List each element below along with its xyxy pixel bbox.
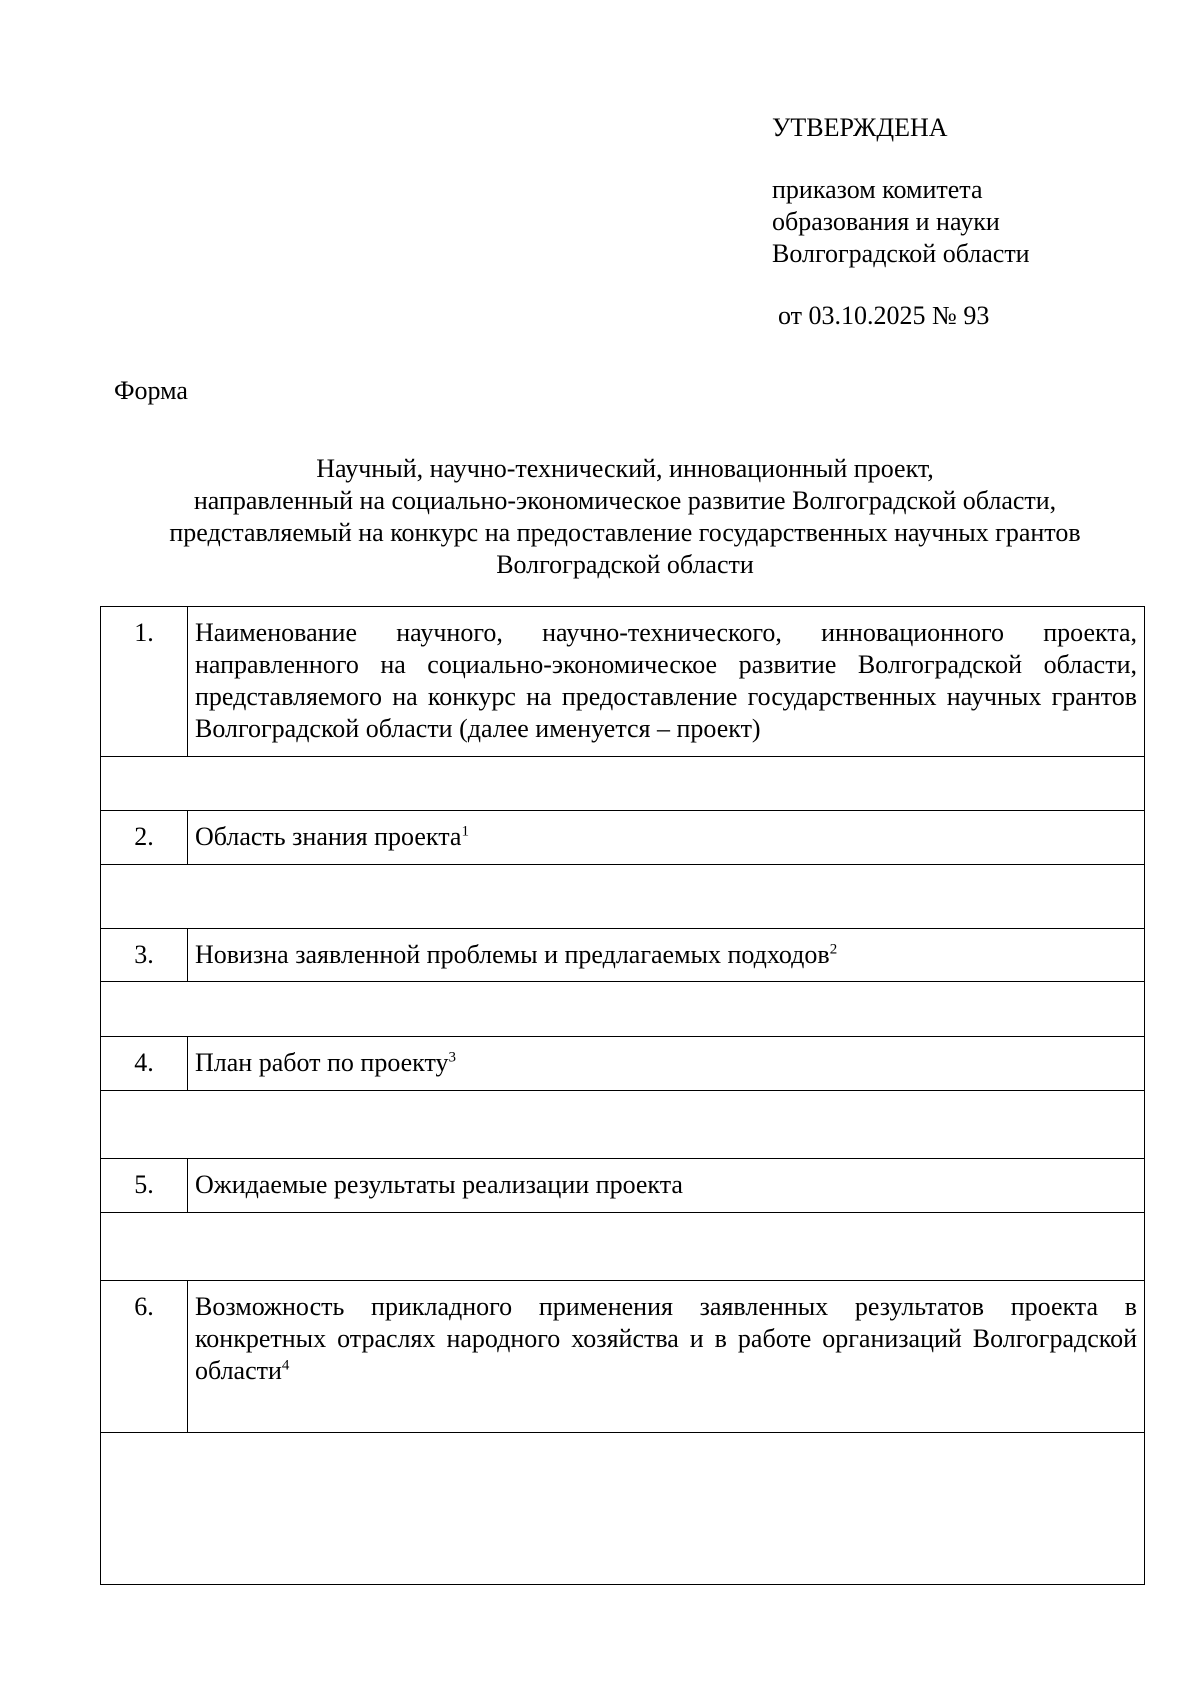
approval-line: образования и науки: [772, 207, 1000, 236]
heading-line: Волгоградской области: [496, 550, 754, 579]
row-number: 1.: [101, 607, 188, 757]
table-row: [101, 1281, 1145, 1433]
footnote-marker: 4: [281, 1357, 290, 1374]
approval-line: приказом комитета: [772, 175, 983, 204]
project-form-table: [100, 606, 1145, 1585]
table-row: [101, 865, 1145, 929]
row-label-text: Область знания проекта: [195, 822, 462, 851]
row-label: [188, 607, 1145, 757]
footnote-marker: 1: [461, 823, 469, 840]
table-row: [101, 1159, 1145, 1213]
answer-field[interactable]: [101, 1091, 1145, 1159]
row-number: 5.: [101, 1159, 188, 1213]
table-row: [101, 607, 1145, 757]
document-heading: [100, 453, 1150, 581]
row-label: [188, 1037, 1145, 1091]
heading-line: представляемый на конкурс на предоставление государственных научных грантов: [169, 518, 1081, 547]
row-label-text: Новизна заявленной проблемы и предлагаемых подходов: [195, 940, 830, 969]
table-row: [101, 811, 1145, 865]
row-label-text: План работ по проекту: [195, 1048, 449, 1077]
table-row: [101, 929, 1145, 982]
row-number: 3.: [101, 929, 188, 982]
row-label-text: Наименование научного, научно-технического, инновационного проекта, направленного на социально-экономическое развитие Волгоградской области, представляемого на конкурс на предоставление государственных научных грантов Волгоградской области (далее именуется – проект): [195, 618, 1137, 743]
row-label: [188, 1159, 1145, 1213]
row-number: 2.: [101, 811, 188, 865]
answer-field[interactable]: [101, 757, 1145, 811]
approval-date: от 03.10.2025 № 93: [778, 301, 990, 330]
row-number: 4.: [101, 1037, 188, 1091]
footnote-marker: 2: [829, 941, 838, 958]
row-label: [188, 929, 1145, 982]
approval-block: [772, 112, 1030, 332]
row-number: 6.: [101, 1281, 188, 1433]
footnote-marker: 3: [448, 1049, 456, 1066]
table-row: [101, 982, 1145, 1037]
table-row: [101, 757, 1145, 811]
approval-line: Волгоградской области: [772, 239, 1030, 268]
approval-title: УТВЕРЖДЕНА: [772, 113, 948, 142]
table-row: [101, 1433, 1145, 1585]
row-label: [188, 811, 1145, 865]
table-row: [101, 1037, 1145, 1091]
answer-field[interactable]: [101, 865, 1145, 929]
row-label-text: Ожидаемые результаты реализации проекта: [195, 1170, 683, 1199]
heading-line: Научный, научно-технический, инновационный проект,: [316, 454, 934, 483]
row-label: [188, 1281, 1145, 1433]
heading-line: направленный на социально-экономическое развитие Волгоградской области,: [193, 486, 1057, 515]
answer-field[interactable]: [101, 1433, 1145, 1585]
table-row: [101, 1213, 1145, 1281]
answer-field[interactable]: [101, 982, 1145, 1037]
form-label: Форма: [114, 376, 188, 405]
answer-field[interactable]: [101, 1213, 1145, 1281]
table-row: [101, 1091, 1145, 1159]
row-label-text: Возможность прикладного применения заявленных результатов проекта в конкретных отраслях народного хозяйства и в работе организаций Волгоградской области: [195, 1292, 1137, 1385]
